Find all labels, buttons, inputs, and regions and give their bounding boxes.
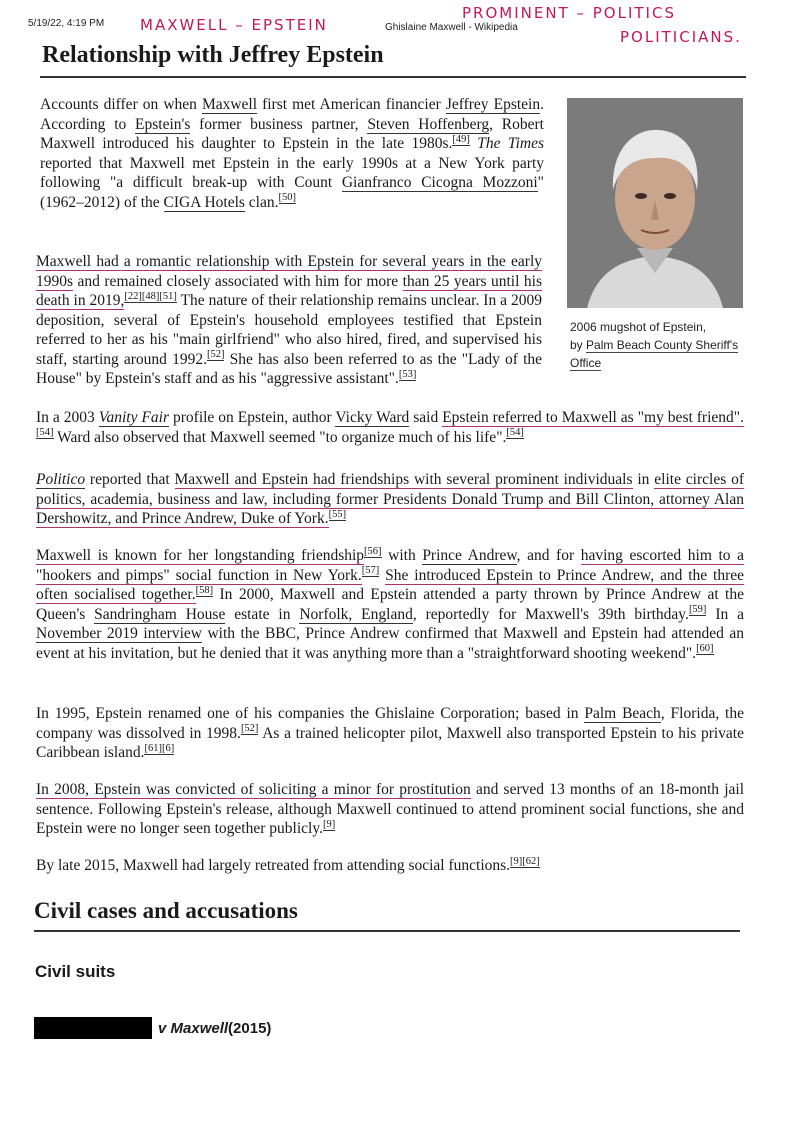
caption-link-sheriff[interactable]: Palm Beach County Sheriff's Office bbox=[570, 338, 739, 370]
print-page-title: Ghislaine Maxwell - Wikipedia bbox=[385, 22, 518, 33]
citation-60[interactable]: [60] bbox=[696, 643, 714, 655]
link-politico[interactable]: Politico bbox=[36, 471, 86, 488]
citation-9[interactable]: [9] bbox=[322, 818, 336, 830]
handwritten-note-right-2: POLITICIANS. bbox=[620, 28, 742, 46]
link-sandringham-house[interactable]: Sandringham House bbox=[94, 605, 226, 623]
link-maxwell[interactable]: Maxwell bbox=[201, 96, 258, 113]
epstein-mugshot-image[interactable] bbox=[567, 98, 743, 308]
photo-caption bbox=[570, 318, 740, 372]
citation-59[interactable]: [59] bbox=[688, 604, 707, 616]
link-vicky-ward[interactable]: Vicky Ward bbox=[335, 409, 410, 426]
paragraph-relationship-cont: In a 2003 Vanity Fair profile on Epstein, author Vicky Ward said Epstein referred to Maxwell as "my best friend".[54] Ward also observed that Maxwell seemed "to organize much of his life".[54] bbox=[36, 409, 744, 446]
case-year: (2015) bbox=[228, 1019, 272, 1037]
citation-57[interactable]: [57] bbox=[361, 565, 380, 577]
link-jeffrey-epstein[interactable]: Jeffrey Epstein bbox=[445, 96, 541, 113]
link-epstein[interactable]: Epstein's bbox=[135, 115, 191, 133]
paragraph-prince-andrew: Maxwell is known for her longstanding friendship[56] with Prince Andrew, and for having escorted him to a "hookers and pimps" social function in New York.[57] She introduced Epstein to Prince Andrew, and the three often socialised together.[58] In 2000, Maxwell and Epstein attended a party thrown by Prince Andrew at the Queen's Sandringham House estate in Norfolk, England, reportedly for Maxwell's 39th birthday.[59] In a November 2019 interview with the BBC, Prince Andrew confirmed that Maxwell and Epstein had attended an event at his invitation, but he denied that it was anything more than a "straightforward shooting weekend".[60] bbox=[36, 545, 745, 662]
redaction-bar bbox=[34, 1017, 152, 1039]
case-heading bbox=[34, 1017, 271, 1039]
citation-9-62[interactable]: [9][62] bbox=[510, 855, 540, 867]
paragraph-relationship: Maxwell had a romantic relationship with Epstein for several years in the early 1990s and remained closely associated with him for more than 25 years until his death in 2019,[22][48][51] The nature of their relationship remains unclear. In a 2009 deposition, several of Epstein's household employees testified that Epstein referred to her as his "main girlfriend" who also hired, fired, and supervised his staff, starting around 1992.[52] She has also been referred to as the "Lady of the House" by Epstein's staff and as his "aggressive assistant".[53] bbox=[36, 253, 543, 387]
link-ciga-hotels[interactable]: CIGA Hotels bbox=[163, 193, 245, 211]
link-palm-beach[interactable]: Palm Beach bbox=[584, 705, 661, 722]
citation-49[interactable]: [49] bbox=[452, 133, 470, 145]
citation-61-6[interactable]: [61][6] bbox=[144, 742, 175, 754]
section-rule-2 bbox=[34, 930, 740, 932]
portrait-illustration bbox=[567, 98, 743, 308]
subheading-civil-suits: Civil suits bbox=[35, 962, 116, 981]
citation-50[interactable]: [50] bbox=[278, 192, 296, 204]
caption-text: 2006 mugshot of Epstein, bbox=[570, 320, 707, 334]
link-gianfranco-cicogna-mozzoni[interactable]: Gianfranco Cicogna Mozzoni bbox=[341, 174, 538, 191]
citation-58[interactable]: [58] bbox=[195, 584, 214, 596]
handwritten-note-right-1: PROMINENT – POLITICS bbox=[462, 4, 676, 22]
citation-54[interactable]: [54] bbox=[36, 427, 54, 439]
citation-54b[interactable]: [54] bbox=[506, 427, 524, 439]
citation-52[interactable]: [52] bbox=[206, 349, 225, 361]
print-datetime: 5/19/22, 4:19 PM bbox=[28, 18, 105, 29]
link-prince-andrew[interactable]: Prince Andrew bbox=[422, 547, 517, 564]
link-november-2019-interview[interactable]: November 2019 interview bbox=[36, 625, 202, 642]
citation-22-48-51[interactable]: [22][48][51] bbox=[124, 290, 177, 302]
paragraph-politico: Politico reported that Maxwell and Epstein had friendships with several prominent individuals in elite circles of politics, academia, business and law, including former Presidents Donald Trump and Bill Clinton, attorney Alan Dershowitz, and Prince Andrew, Duke of York.[55] bbox=[36, 471, 744, 527]
paragraph-ghislaine-corporation: In 1995, Epstein renamed one of his companies the Ghislaine Corporation; based in Palm Beach, Florida, the company was dissolved in 1998.[52] As a trained helicopter pilot, Maxwell also transported Epstein to his private Caribbean island.[61][6] bbox=[36, 705, 744, 761]
section-heading-relationship: Relationship with Jeffrey Epstein bbox=[42, 42, 384, 68]
section-heading-civil-cases: Civil cases and accusations bbox=[34, 898, 298, 923]
handwritten-note-left: MAXWELL – EPSTEIN bbox=[140, 16, 328, 34]
citation-55[interactable]: [55] bbox=[328, 508, 347, 520]
caption-by: by bbox=[570, 338, 587, 352]
paragraph-retreat: By late 2015, Maxwell had largely retreated from attending social functions.[9][62] bbox=[36, 855, 540, 874]
section-rule bbox=[40, 76, 746, 78]
link-vanity-fair[interactable]: Vanity Fair bbox=[98, 409, 170, 426]
paragraph-first-meeting: Accounts differ on when Maxwell first met American financier Jeffrey Epstein. According to Epstein's former business partner, Steven Hoffenberg, Robert Maxwell introduced his daughter to Epstein in the late 1980s.[49] The Times reported that Maxwell met Epstein in the early 1990s at a New York party following "a difficult break-up with Count Gianfranco Cicogna Mozzoni" (1962–2012) of the CIGA Hotels clan.[50] bbox=[40, 96, 544, 211]
link-norfolk-england[interactable]: Norfolk, England bbox=[299, 605, 413, 623]
citation-52b[interactable]: [52] bbox=[240, 723, 259, 735]
citation-53[interactable]: [53] bbox=[398, 368, 417, 380]
citation-56[interactable]: [56] bbox=[364, 545, 382, 557]
link-steven-hoffenberg[interactable]: Steven Hoffenberg bbox=[367, 115, 490, 133]
case-label: v Maxwell bbox=[158, 1019, 229, 1037]
paragraph-conviction: In 2008, Epstein was convicted of soliciting a minor for prostitution and served 13 months of an 18-month jail sentence. Following Epstein's release, although Maxwell continued to attend prominent social functions, she and Epstein were no longer seen together publicly.[9] bbox=[36, 781, 745, 837]
